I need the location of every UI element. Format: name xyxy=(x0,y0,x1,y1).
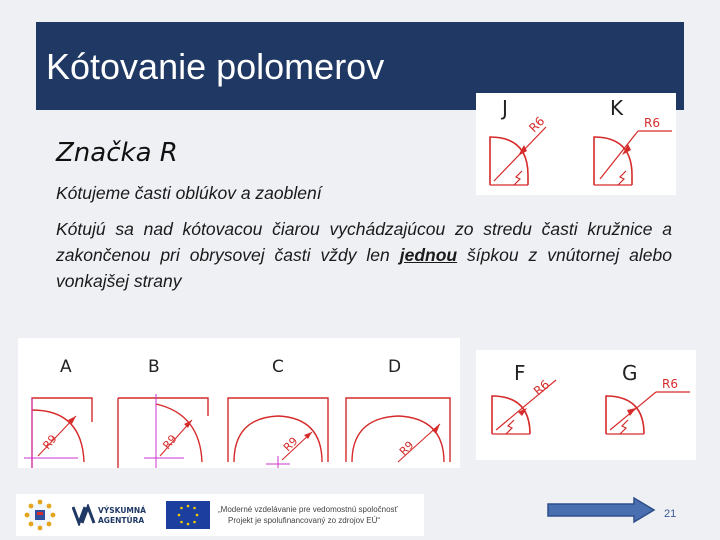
label-f: F xyxy=(514,361,526,385)
figure-abcd xyxy=(18,338,460,468)
figure-jk xyxy=(476,93,676,195)
label-g: G xyxy=(622,361,638,385)
label-c: C xyxy=(272,357,284,377)
figure-fg xyxy=(476,350,696,460)
dim-a: R9 xyxy=(40,432,60,452)
dim-g: R6 xyxy=(662,377,678,391)
slide-subtitle: Značka R xyxy=(56,138,178,168)
para2-emphasis: jednou xyxy=(399,245,458,265)
dim-f: R6 xyxy=(530,377,553,399)
label-a: A xyxy=(60,357,72,377)
dim-c: R9 xyxy=(280,434,301,455)
agency-line-1: VÝSKUMNÁ xyxy=(98,506,146,515)
footer-text-line-2: Projekt je spolufinancovaný zo zdrojov EÚ“ xyxy=(228,516,381,525)
dim-d: R9 xyxy=(396,438,417,459)
footer-text-line-1: „Moderné vzdelávanie pre vedomostnú spoločnosť xyxy=(218,505,398,514)
label-j: J xyxy=(502,96,508,120)
agency-line-2: AGENTÚRA xyxy=(98,516,145,525)
label-d: D xyxy=(388,357,402,377)
eu-flag-icon xyxy=(166,501,210,529)
dim-j: R6 xyxy=(526,113,548,136)
dim-b: R9 xyxy=(160,432,180,452)
para2-text-2: šípkou z vnútornej alebo vonkajšej strany xyxy=(56,245,672,291)
right-arrow-icon xyxy=(546,496,656,524)
eu-stars-logo-icon xyxy=(22,497,58,533)
dim-k: R6 xyxy=(644,116,660,130)
label-b: B xyxy=(148,357,160,377)
body-line-1: Kótujeme časti oblúkov a zaoblení xyxy=(56,183,322,203)
para2-text-1: Kótujú sa nad kótovacou čiarou vychádzajúcou zo stredu časti kružnice a zakončenou pri obrysovej časti vždy len xyxy=(56,219,672,265)
slide-title: Kótovanie polomerov xyxy=(46,46,385,87)
label-k: K xyxy=(610,96,624,120)
next-slide-button[interactable] xyxy=(546,496,656,524)
page-number: 21 xyxy=(664,508,677,520)
agency-logo-icon xyxy=(72,504,156,526)
body-paragraph-2 xyxy=(56,216,672,294)
footer-logos xyxy=(16,494,424,536)
